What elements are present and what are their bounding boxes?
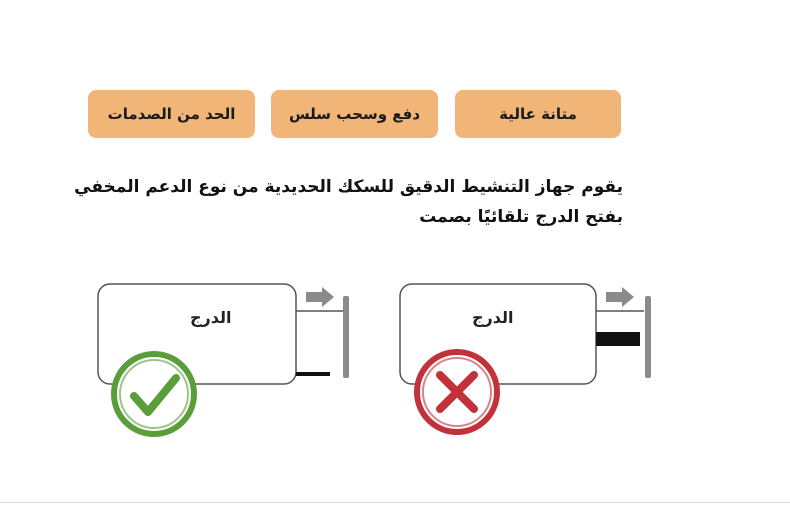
drawer-diagram-wrong	[400, 284, 651, 432]
drawer-diagram-correct	[98, 284, 349, 434]
drawer-rail-protruding	[596, 332, 640, 346]
feature-badge-label: دفع وسحب سلس	[288, 105, 421, 123]
arrow-right-icon	[606, 287, 634, 307]
feature-badge-label: الحد من الصدمات	[107, 105, 236, 123]
drawer-label-wrong: الدرج	[472, 308, 514, 327]
cabinet-side-panel	[645, 296, 651, 378]
bottom-divider	[0, 502, 790, 503]
description-line-2: بفتح الدرج تلقائيًا بصمت	[419, 207, 623, 227]
check-icon	[114, 354, 194, 434]
cabinet-side-panel	[343, 296, 349, 378]
arrow-right-icon	[306, 287, 334, 307]
cross-icon	[417, 352, 497, 432]
feature-badge-label: متانة عالية	[499, 105, 577, 123]
drawer-label-correct: الدرج	[190, 308, 232, 327]
description-line-1: يقوم جهاز التنشيط الدقيق للسكك الحديدية من نوع الدعم المخفي	[74, 177, 623, 197]
